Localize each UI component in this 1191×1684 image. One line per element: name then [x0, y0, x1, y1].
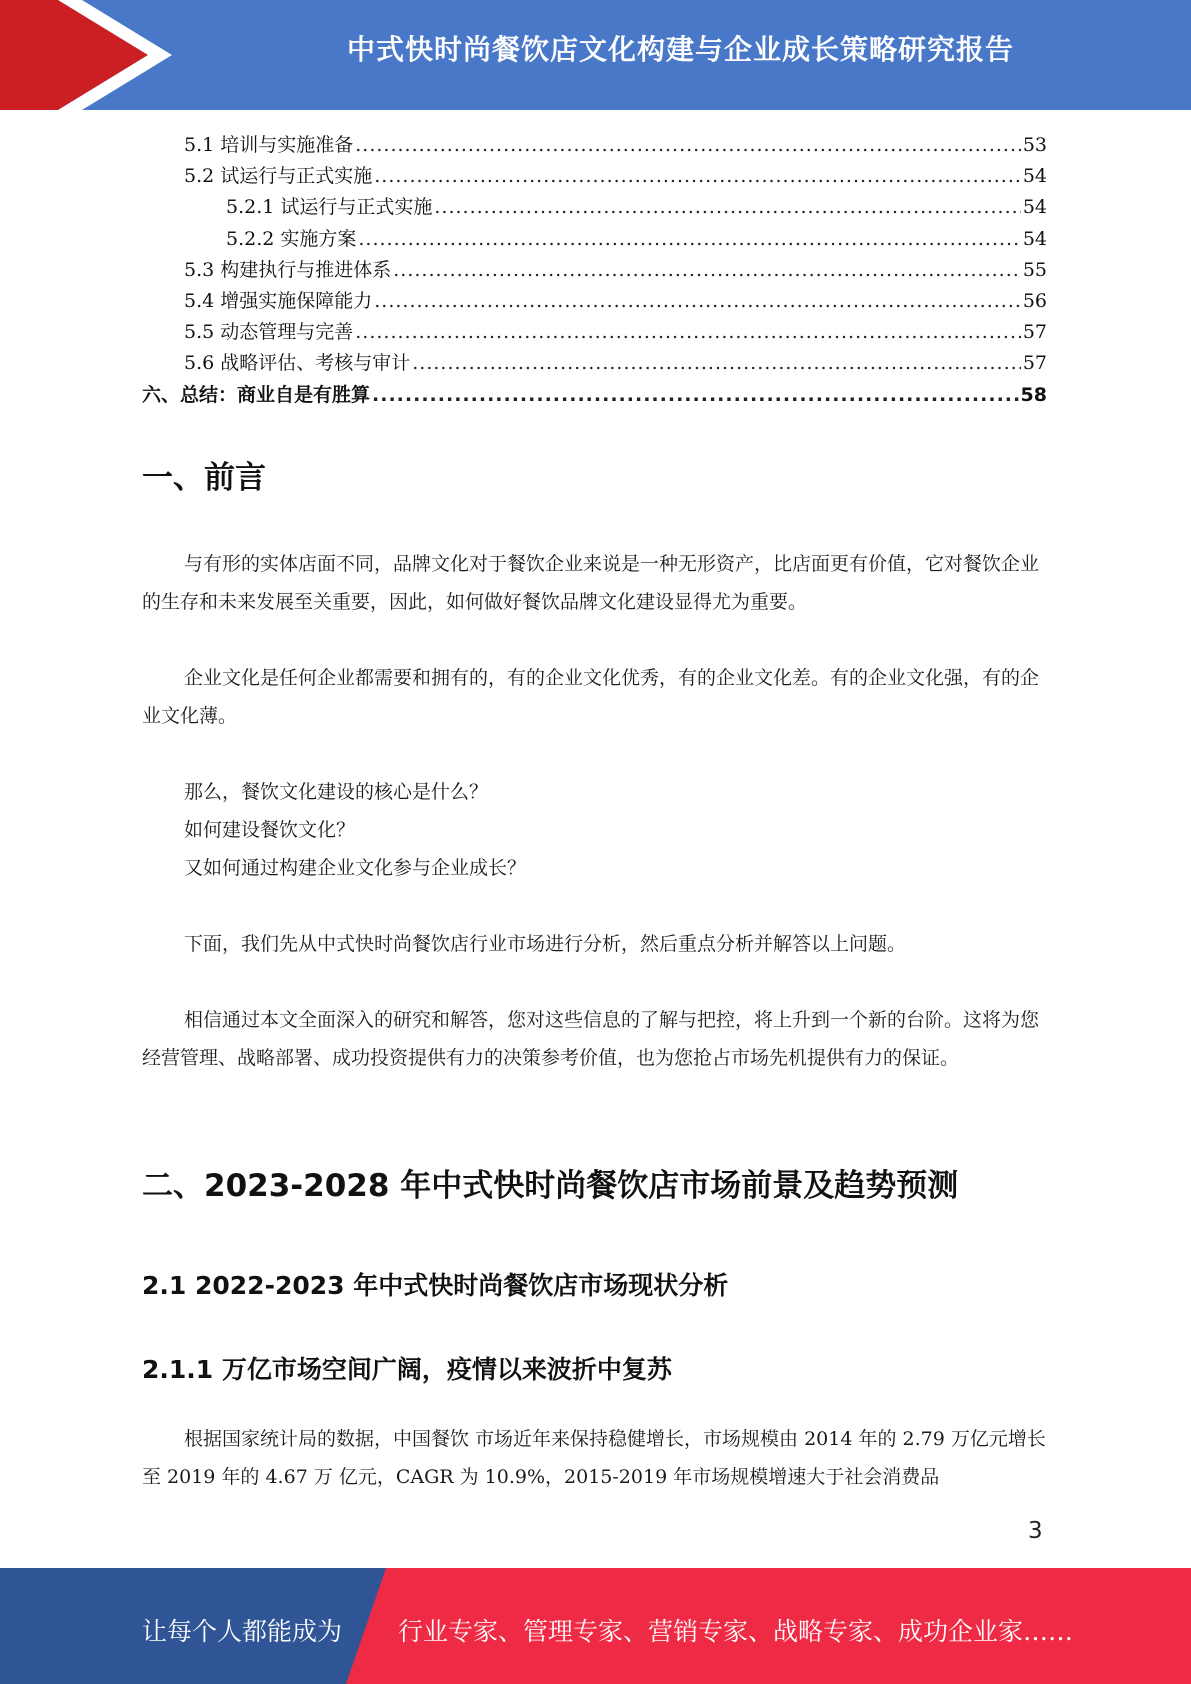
toc-leader-dots [355, 134, 1021, 156]
question-line: 又如何通过构建企业文化参与企业成长？ [184, 857, 527, 879]
toc-entry-label: 5.1 培训与实施准备 [184, 134, 354, 156]
page-footer [0, 1568, 1191, 1684]
toc-leader-dots [355, 321, 1021, 343]
body-paragraph: 与有形的实体店面不同，品牌文化对于餐饮企业来说是一种无形资产，比店面更有价值，它对餐饮企业的生存和未来发展至关重要，因此，如何做好餐饮品牌文化建设显得尤为重要。 [142, 553, 1040, 613]
body-paragraph: 相信通过本文全面深入的研究和解答，您对这些信息的了解与把控，将上升到一个新的台阶。这将为您经营管理、战略部署、成功投资提供有力的决策参考价值，也为您抢占市场先机提供有力的保证。 [142, 1009, 1040, 1069]
header-title: 中式快时尚餐饮店文化构建与企业成长策略研究报告 [346, 33, 1014, 66]
toc-entry-label: 六、总结：商业自是有胜算 [142, 383, 371, 406]
body-paragraph: 下面，我们先从中式快时尚餐饮店行业市场进行分析，然后重点分析并解答以上问题。 [184, 933, 907, 955]
page-header [0, 0, 1191, 110]
toc-entry-label: 5.2 试运行与正式实施 [184, 165, 373, 188]
body-paragraph: 根据国家统计局的数据，中国餐饮 市场近年来保持稳健增长，市场规模由 2014 年的 2.79 万亿元增长至 2019 年的 4.67 万 亿元，CAGR 为 10.9%，2015-2019 年市场规模增速大于社会消费品 [142, 1428, 1046, 1488]
toc-entry[interactable] [142, 224, 1047, 255]
section-heading-market-outlook: 二、2023-2028 年中式快时尚餐饮店市场前景及趋势预测 [142, 1168, 959, 1204]
section-heading-preface: 一、前言 [142, 460, 266, 496]
subsubsection-heading: 2.1.1 万亿市场空间广阔，疫情以来波折中复苏 [142, 1355, 672, 1384]
toc-entry-label: 5.6 战略评估、考核与审计 [184, 352, 411, 375]
toc-entry-page: 55 [1022, 258, 1047, 281]
toc-entry-page: 54 [1022, 227, 1047, 250]
toc-entry-chapter[interactable] [142, 380, 1047, 411]
toc-entry-page: 53 [1022, 134, 1047, 156]
toc-entry[interactable] [142, 317, 1047, 348]
table-of-contents [142, 130, 1047, 411]
subsection-heading: 2.1 2022-2023 年中式快时尚餐饮店市场现状分析 [142, 1271, 729, 1300]
toc-entry-label: 5.3 构建执行与推进体系 [184, 258, 392, 281]
toc-entry[interactable] [142, 161, 1047, 192]
toc-entry-page: 57 [1022, 321, 1047, 344]
toc-entry[interactable] [142, 130, 1047, 161]
toc-entry[interactable] [142, 192, 1047, 223]
question-line: 那么，餐饮文化建设的核心是什么？ [184, 781, 489, 803]
toc-entry-label: 5.2.1 试运行与正式实施 [226, 196, 433, 219]
toc-entry-page: 57 [1022, 352, 1047, 375]
toc-entry-label: 5.5 动态管理与完善 [184, 321, 354, 344]
toc-entry[interactable] [142, 348, 1047, 379]
page-number: 3 [1028, 1518, 1043, 1544]
toc-entry-page: 58 [1020, 383, 1047, 406]
toc-leader-dots [393, 259, 1021, 281]
toc-leader-dots [374, 290, 1021, 312]
red-arrow-shape [0, 0, 148, 110]
footer-slogan-right: 行业专家、管理专家、营销专家、战略专家、成功企业家…… [398, 1617, 1074, 1646]
toc-entry-label: 5.4 增强实施保障能力 [184, 289, 373, 312]
footer-slogan-left: 让每个人都能成为 [142, 1617, 343, 1646]
toc-entry-label: 5.2.2 实施方案 [226, 227, 357, 250]
toc-entry-page: 54 [1022, 165, 1047, 188]
toc-leader-dots [374, 165, 1021, 187]
toc-leader-dots [358, 228, 1020, 250]
toc-entry[interactable] [142, 255, 1047, 286]
toc-leader-dots [372, 384, 1019, 406]
toc-leader-dots [412, 352, 1021, 374]
toc-entry[interactable] [142, 286, 1047, 317]
body-paragraph: 企业文化是任何企业都需要和拥有的，有的企业文化优秀，有的企业文化差。有的企业文化强，有的企业文化薄。 [142, 667, 1040, 727]
toc-entry-page: 56 [1022, 289, 1047, 312]
toc-leader-dots [434, 196, 1020, 218]
question-line: 如何建设餐饮文化？ [184, 819, 356, 841]
toc-entry-page: 54 [1022, 196, 1047, 219]
